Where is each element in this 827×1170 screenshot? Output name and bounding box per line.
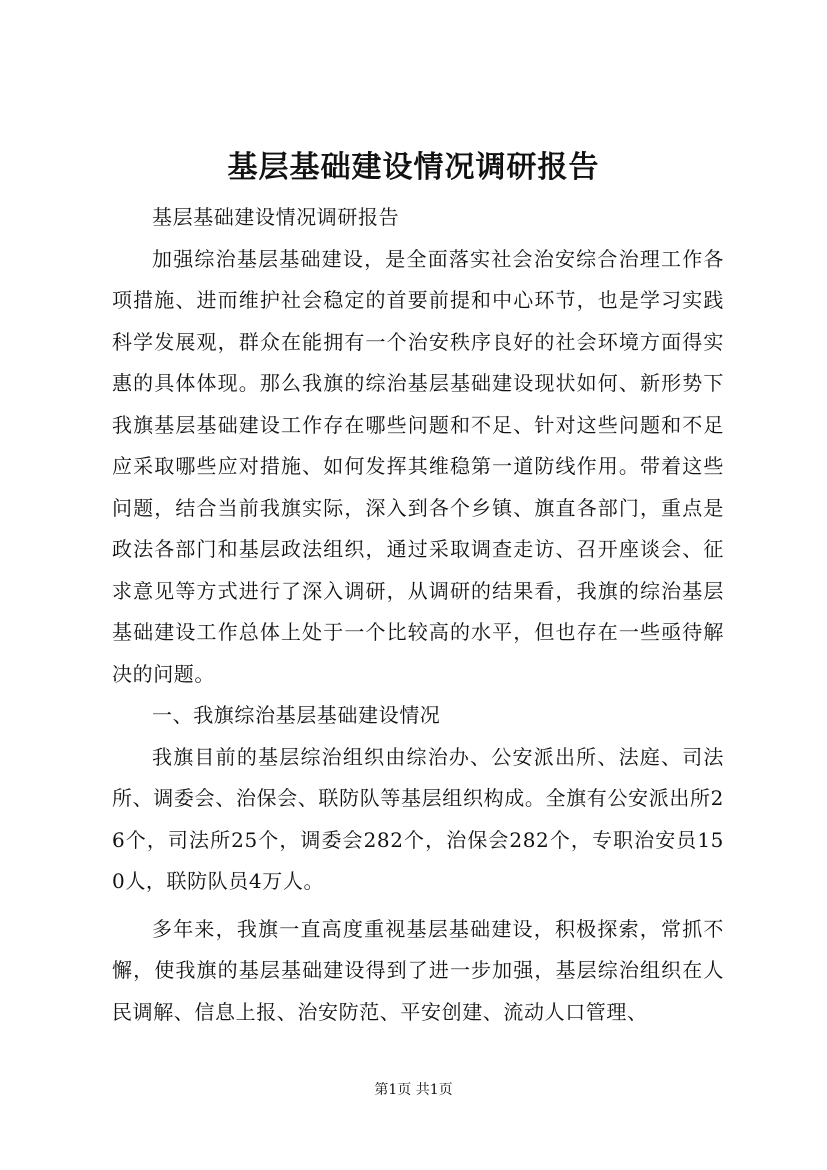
body-paragraph-progress: 多年来，我旗一直高度重视基层基础建设，积极探索，常抓不懈，使我旗的基层基础建设得到了进一步加强，基层综治组织在人民调解、信息上报、治安防范、平安创建、流动人口管理、 (112, 916, 724, 1024)
body-paragraph-subtitle: 基层基础建设情况调研报告 (152, 205, 400, 229)
document-title: 基层基础建设情况调研报告 (227, 150, 600, 185)
body-paragraph-organizations: 我旗目前的基层综治组织由综治办、公安派出所、法庭、司法所、调委会、治保会、联防队等基层组织构成。全旗有公安派出所26个，司法所25个，调委会282个，治保会282个，专职治安员150人，联防队员4万人。 (112, 744, 724, 893)
page-footer: 第1页 共1页 (374, 1082, 453, 1098)
body-paragraph-intro: 加强综治基层基础建设，是全面落实社会治安综合治理工作各项措施、进而维护社会稳定的首要前提和中心环节，也是学习实践科学发展观，群众在能拥有一个治安秩序良好的社会环境方面得实惠的具体体现。那么我旗的综治基层基础建设现状如何、新形势下我旗基层基础建设工作存在哪些问题和不足、针对这些问题和不足应采取哪些应对措施、如何发挥其维稳第一道防线作用。带着这些问题，结合当前我旗实际，深入到各个乡镇、旗直各部门，重点是政法各部门和基层政法组织，通过采取调查走访、召开座谈会、征求意见等方式进行了深入调研，从调研的结果看，我旗的综治基层基础建设工作总体上处于一个比较高的水平，但也存在一些亟待解决的问题。 (112, 246, 724, 686)
section-heading-1: 一、我旗综治基层基础建设情况 (152, 703, 441, 727)
document-body (112, 197, 724, 1033)
